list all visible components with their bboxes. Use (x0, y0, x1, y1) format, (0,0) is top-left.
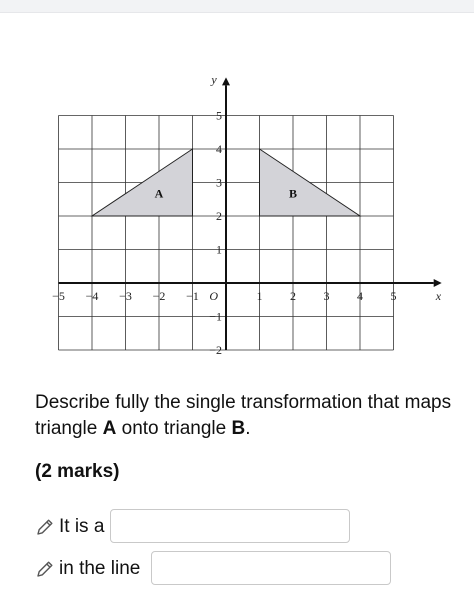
x-tick-label: 1 (256, 289, 263, 303)
question-part: . (245, 418, 251, 439)
x-tick-label: −3 (119, 289, 132, 303)
coordinate-grid (0, 60, 474, 370)
question-text (35, 390, 455, 442)
answer-prompt-1: It is a (59, 516, 105, 537)
triangle-b-label: B (288, 186, 298, 201)
y-tick-label: 5 (216, 108, 222, 123)
x-tick-label: −1 (186, 289, 199, 303)
origin-label: O (209, 289, 218, 303)
y-tick-label: 1 (216, 242, 222, 257)
question-part: onto triangle (116, 418, 232, 439)
y-tick-label: −1 (209, 309, 222, 324)
pencil-icon (35, 517, 55, 537)
question-part: Describe fully the single transformation that maps triangle (35, 392, 452, 439)
y-tick-label: −2 (209, 343, 222, 357)
pencil-icon (35, 559, 55, 579)
x-tick-label: −2 (152, 289, 166, 303)
question-triangle-b: B (231, 418, 246, 439)
y-axis-label: y (211, 72, 217, 87)
y-tick-label: 4 (216, 142, 222, 156)
x-axis-label: x (435, 289, 442, 303)
x-tick-label: −4 (85, 289, 99, 303)
x-tick-label: 3 (323, 289, 330, 303)
top-bar (0, 0, 474, 13)
answer-row-1 (35, 509, 104, 545)
x-tick-label: 5 (390, 289, 397, 303)
x-tick-label: 4 (357, 289, 363, 303)
y-tick-label: 3 (216, 175, 222, 190)
question-triangle-a: A (102, 418, 117, 439)
transformation-answer-input[interactable] (110, 509, 350, 543)
x-axis-arrow-icon (434, 279, 442, 287)
x-tick-label: −5 (52, 289, 65, 303)
y-axis-arrow-icon (222, 77, 230, 85)
answer-prompt-2: in the line (59, 558, 141, 579)
triangle-a-label: A (154, 186, 164, 201)
line-answer-input[interactable] (151, 551, 391, 585)
answer-row-2 (35, 551, 140, 587)
marks-label: (2 marks) (35, 461, 120, 482)
coordinate-grid-figure (0, 60, 474, 370)
y-tick-label: 2 (216, 209, 222, 223)
x-tick-label: 2 (290, 289, 296, 303)
